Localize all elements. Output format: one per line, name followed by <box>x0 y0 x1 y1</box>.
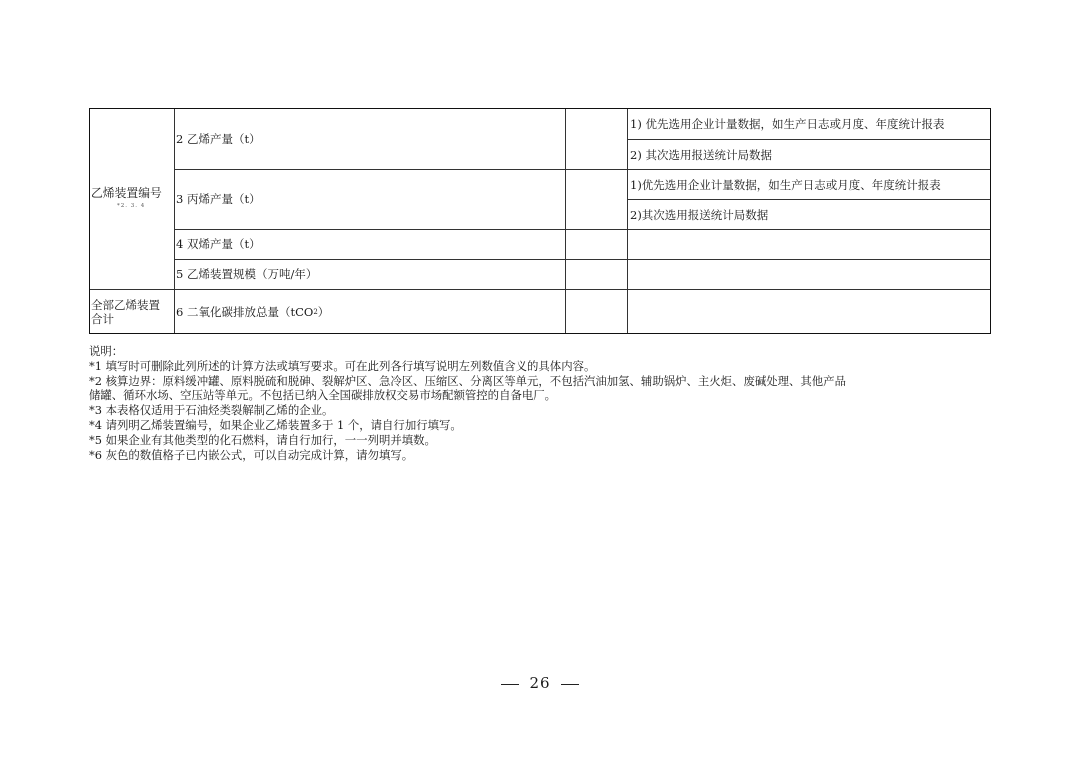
row-label-propylene-output: 3 丙烯产量（t） <box>176 192 261 206</box>
group-footnote-ref: *2. 3. 4 <box>117 202 146 209</box>
page-number: 26 <box>529 674 551 692</box>
note-line: *2 核算边界：原料缓冲罐、原料脱硫和脱砷、裂解炉区、急冷区、压缩区、分离区等单元，不包括汽油加氢、辅助锅炉、主火炬、废碱处理、其他产品 <box>89 373 846 388</box>
page-number-footer <box>0 674 1080 692</box>
note-line: *4 请列明乙烯装置编号，如果企业乙烯装置多于 1 个，请自行加行填写。 <box>89 417 462 432</box>
value-cell-propylene-output[interactable] <box>566 169 627 229</box>
note-line: *1 填写时可删除此列所述的计算方法或填写要求。可在此列各行填写说明左列数值含义的具体内容。 <box>89 358 596 373</box>
value-cell-unit-scale[interactable] <box>566 259 627 289</box>
co2-subscript: 2 <box>313 307 318 316</box>
row-label-ethylene-output: 2 乙烯产量（t） <box>176 132 261 146</box>
remark-propylene-1: 1)优先选用企业计量数据，如生产日志或月度、年度统计报表 <box>630 178 941 192</box>
note-line: *5 如果企业有其他类型的化石燃料，请自行加行，一一列明并填数。 <box>89 432 436 447</box>
remark-ethylene-2: 2) 其次选用报送统计局数据 <box>630 148 772 162</box>
note-line: 储罐、循环水场、空压站等单元。不包括已纳入全国碳排放权交易市场配额管控的自备电厂。 <box>89 388 557 403</box>
total-label-cell <box>91 290 175 333</box>
dash-right <box>561 684 579 685</box>
value-cell-total-emissions[interactable] <box>566 290 627 333</box>
total-emissions-text: 6 二氧化碳排放总量（tCO <box>176 304 314 319</box>
group-label-cell <box>90 109 174 289</box>
value-cell-diene-output[interactable] <box>566 229 627 259</box>
row-label-diene-output: 4 双烯产量（t） <box>176 237 261 251</box>
dash-left <box>501 684 519 685</box>
note-line: *3 本表格仅适用于石油烃类裂解制乙烯的企业。 <box>89 403 334 418</box>
note-line: *6 灰色的数值格子已内嵌公式，可以自动完成计算，请勿填写。 <box>89 447 414 462</box>
remark-ethylene-1: 1) 优先选用企业计量数据，如生产日志或月度、年度统计报表 <box>630 117 945 131</box>
total-emissions-close: ） <box>317 304 330 319</box>
row-label-unit-scale: 5 乙烯装置规模（万吨/年） <box>176 267 318 281</box>
row-label-total-emissions <box>176 290 329 333</box>
total-label-line1: 全部乙烯装置 <box>91 297 160 312</box>
total-label-line2: 合计 <box>91 311 114 326</box>
remark-propylene-2: 2)其次选用报送统计局数据 <box>630 208 769 222</box>
notes-section <box>89 344 999 462</box>
group-label: 乙烯装置编号 <box>91 185 162 200</box>
emissions-table <box>89 108 991 334</box>
notes-title: 说明： <box>89 344 124 358</box>
col-divider <box>627 109 628 333</box>
value-cell-ethylene-output[interactable] <box>566 109 627 169</box>
